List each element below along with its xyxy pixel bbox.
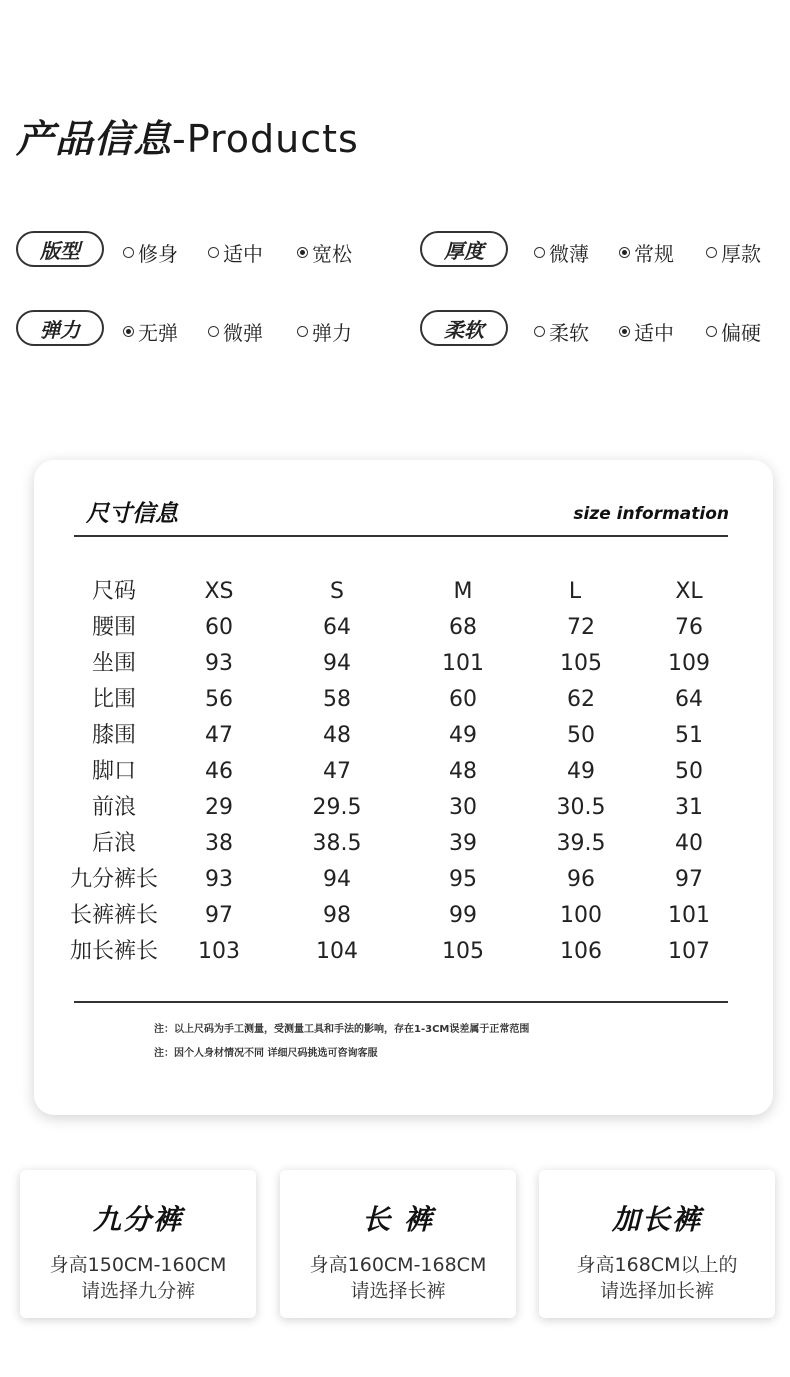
table-cell: 40: [675, 831, 703, 856]
table-cell: 29: [205, 795, 233, 820]
radio-off-icon: [297, 326, 308, 337]
table-cell: 106: [560, 939, 602, 964]
table-cell: 100: [560, 903, 602, 928]
size-info-subtitle: size information: [573, 504, 729, 524]
table-cell: 38: [205, 831, 233, 856]
attr-option: 宽松: [297, 238, 352, 267]
header-cell: M: [453, 579, 473, 604]
attr-elasticity-label: 弹力: [16, 310, 104, 346]
radio-off-icon: [208, 247, 219, 258]
table-cell: 49: [449, 723, 477, 748]
radio-on-icon: [123, 326, 134, 337]
table-row: [34, 646, 773, 682]
header-cell: L: [568, 579, 582, 604]
table-cell: 105: [442, 939, 484, 964]
row-label: 前浪: [91, 795, 136, 820]
attr-option: 修身: [123, 238, 178, 267]
radio-off-icon: [534, 247, 545, 258]
row-label: 腰围: [91, 615, 136, 640]
table-cell: 76: [675, 615, 703, 640]
table-cell: 72: [567, 615, 595, 640]
table-cell: 93: [205, 651, 233, 676]
row-label: 长裤裤长: [69, 903, 158, 928]
table-cell: 64: [323, 615, 351, 640]
table-cell: 30.5: [556, 795, 606, 820]
table-cell: 48: [449, 759, 477, 784]
attr-fit-label: 版型: [16, 231, 104, 267]
table-cell: 109: [668, 651, 710, 676]
table-row: [34, 682, 773, 718]
table-cell: 46: [205, 759, 233, 784]
table-cell: 98: [323, 903, 351, 928]
row-label: 坐围: [91, 651, 136, 676]
table-cell: 97: [675, 867, 703, 892]
table-cell: 68: [449, 615, 477, 640]
table-cell: 95: [449, 867, 477, 892]
box-title: 长 裤: [362, 1203, 434, 1236]
length-box-long: [539, 1170, 775, 1318]
attr-fit: [16, 231, 376, 271]
table-cell: 60: [449, 687, 477, 712]
table-cell: 104: [316, 939, 358, 964]
attr-option: 弹力: [297, 317, 352, 346]
attr-softness-label: 柔软: [420, 310, 508, 346]
row-label: 比围: [91, 687, 136, 712]
page-title: 产品信息-Products: [16, 117, 359, 161]
attr-thickness: [420, 231, 780, 271]
table-row: [34, 718, 773, 754]
radio-off-icon: [534, 326, 545, 337]
row-label: 后浪: [91, 831, 136, 856]
table-row: [34, 898, 773, 934]
radio-off-icon: [706, 247, 717, 258]
table-cell: 96: [567, 867, 595, 892]
attr-option: 偏硬: [706, 317, 761, 346]
attr-thickness-label: 厚度: [420, 231, 508, 267]
attr-option: 厚款: [706, 238, 761, 267]
length-box-cropped: [20, 1170, 256, 1318]
radio-on-icon: [297, 247, 308, 258]
table-row: [34, 754, 773, 790]
table-row: [34, 610, 773, 646]
table-cell: 38.5: [312, 831, 362, 856]
radio-off-icon: [706, 326, 717, 337]
attr-option: 柔软: [534, 317, 589, 346]
header-cell: XL: [675, 579, 703, 604]
size-info-card: [34, 460, 773, 1115]
radio-on-icon: [619, 326, 630, 337]
table-cell: 58: [323, 687, 351, 712]
table-cell: 60: [205, 615, 233, 640]
table-cell: 101: [442, 651, 484, 676]
table-cell: 101: [668, 903, 710, 928]
attr-option: 无弹: [123, 317, 178, 346]
table-row: [34, 862, 773, 898]
box-height-range: 身高160CM-168CM: [309, 1254, 487, 1276]
divider: [74, 535, 728, 537]
length-box-regular: [280, 1170, 516, 1318]
row-label: 膝围: [91, 723, 136, 748]
header-cell: S: [330, 579, 344, 604]
radio-off-icon: [208, 326, 219, 337]
table-cell: 56: [205, 687, 233, 712]
attr-softness: [420, 310, 780, 350]
row-label: 脚口: [91, 759, 136, 784]
box-recommendation: 请选择加长裤: [599, 1280, 714, 1302]
table-cell: 94: [323, 867, 351, 892]
note-line: 注：因个人身材情况不同 详细尺码挑选可咨询客服: [154, 1048, 378, 1059]
table-cell: 50: [567, 723, 595, 748]
table-cell: 47: [323, 759, 351, 784]
table-cell: 29.5: [312, 795, 362, 820]
table-cell: 93: [205, 867, 233, 892]
box-title: 加长裤: [611, 1203, 702, 1236]
table-cell: 31: [675, 795, 703, 820]
table-cell: 62: [567, 687, 595, 712]
table-cell: 50: [675, 759, 703, 784]
table-cell: 51: [675, 723, 703, 748]
note-line: 注：以上尺码为手工测量，受测量工具和手法的影响，存在1-3CM误差属于正常范围: [154, 1024, 530, 1035]
radio-off-icon: [123, 247, 134, 258]
table-cell: 39: [449, 831, 477, 856]
table-header-row: [34, 574, 773, 610]
table-row: [34, 826, 773, 862]
box-recommendation: 请选择九分裤: [80, 1280, 195, 1302]
table-cell: 47: [205, 723, 233, 748]
table-cell: 39.5: [556, 831, 606, 856]
table-cell: 30: [449, 795, 477, 820]
size-info-title: 尺寸信息: [86, 501, 178, 527]
divider: [74, 1001, 728, 1003]
box-height-range: 身高168CM以上的: [576, 1254, 738, 1276]
table-cell: 64: [675, 687, 703, 712]
radio-on-icon: [619, 247, 630, 258]
box-recommendation: 请选择长裤: [350, 1280, 446, 1302]
row-label: 九分裤长: [69, 867, 158, 892]
attr-option: 适中: [208, 238, 263, 267]
table-row: [34, 934, 773, 970]
header-cell: 尺码: [91, 579, 136, 604]
table-cell: 105: [560, 651, 602, 676]
row-label: 加长裤长: [69, 939, 158, 964]
table-cell: 107: [668, 939, 710, 964]
attr-elasticity: [16, 310, 376, 350]
box-title: 九分裤: [92, 1203, 183, 1236]
table-cell: 103: [198, 939, 240, 964]
table-cell: 99: [449, 903, 477, 928]
attr-option: 微弹: [208, 317, 263, 346]
attr-option: 微薄: [534, 238, 589, 267]
attr-option: 适中: [619, 317, 674, 346]
box-height-range: 身高150CM-160CM: [49, 1254, 227, 1276]
table-cell: 97: [205, 903, 233, 928]
table-cell: 94: [323, 651, 351, 676]
table-cell: 48: [323, 723, 351, 748]
table-row: [34, 790, 773, 826]
table-cell: 49: [567, 759, 595, 784]
header-cell: XS: [204, 579, 234, 604]
attr-option: 常规: [619, 238, 674, 267]
